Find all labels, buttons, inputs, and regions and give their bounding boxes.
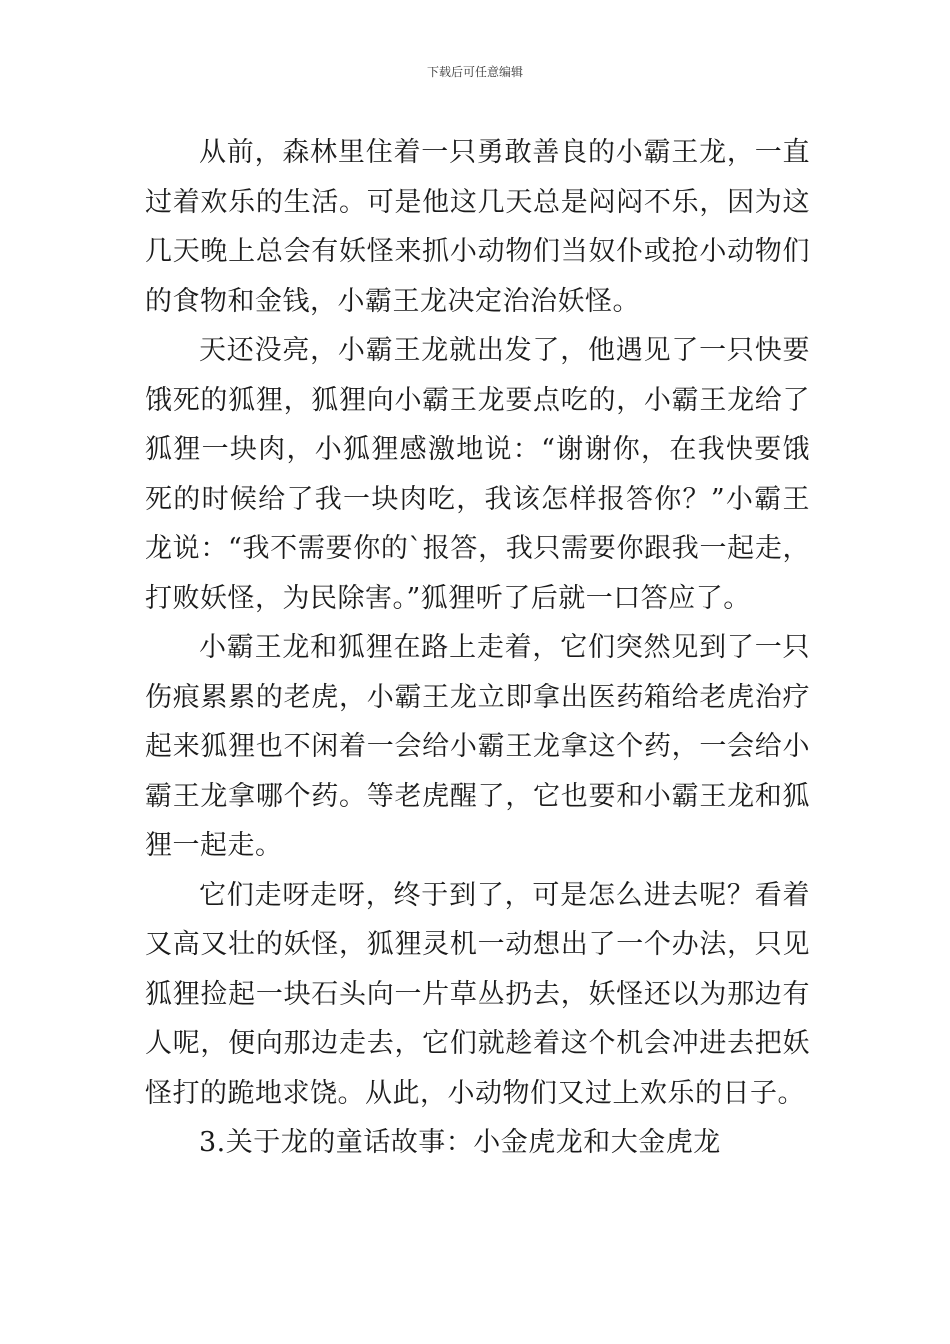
document-body xyxy=(145,128,810,1168)
paragraph-1: 从前，森林里住着一只勇敢善良的小霸王龙，一直过着欢乐的生活。可是他这几天总是闷闷不乐，因为这几天晚上总会有妖怪来抓小动物们当奴仆或抢小动物们的食物和金钱，小霸王龙决定治治妖怪。 xyxy=(145,137,810,317)
paragraph-2: 天还没亮，小霸王龙就出发了，他遇见了一只快要饿死的狐狸，狐狸向小霸王龙要点吃的，小霸王龙给了狐狸一块肉，小狐狸感激地说：“谢谢你，在我快要饿死的时候给了我一块肉吃，我该怎样报答你？”小霸王龙说：“我不需要你的`报答，我只需要你跟我一起走，打败妖怪，为民除害。”狐狸听了后就一口答应了。 xyxy=(145,335,810,614)
paragraph-3: 小霸王龙和狐狸在路上走着，它们突然见到了一只伤痕累累的老虎，小霸王龙立即拿出医药箱给老虎治疗起来狐狸也不闲着一会给小霸王龙拿这个药，一会给小霸王龙拿哪个药。等老虎醒了，它也要和小霸王龙和狐狸一起走。 xyxy=(145,632,810,861)
section-heading: 3.关于龙的童话故事：小金虎龙和大金虎龙 xyxy=(199,1127,721,1158)
page-header-note: 下载后可任意编辑 xyxy=(426,65,523,79)
paragraph-4: 它们走呀走呀，终于到了，可是怎么进去呢？看着又高又壮的妖怪，狐狸灵机一动想出了一个办法，只见狐狸捡起一块石头向一片草丛扔去，妖怪还以为那边有人呢，便向那边走去，它们就趁着这个机会冲进去把妖怪打的跪地求饶。从此，小动物们又过上欢乐的日子。 xyxy=(145,879,810,1109)
